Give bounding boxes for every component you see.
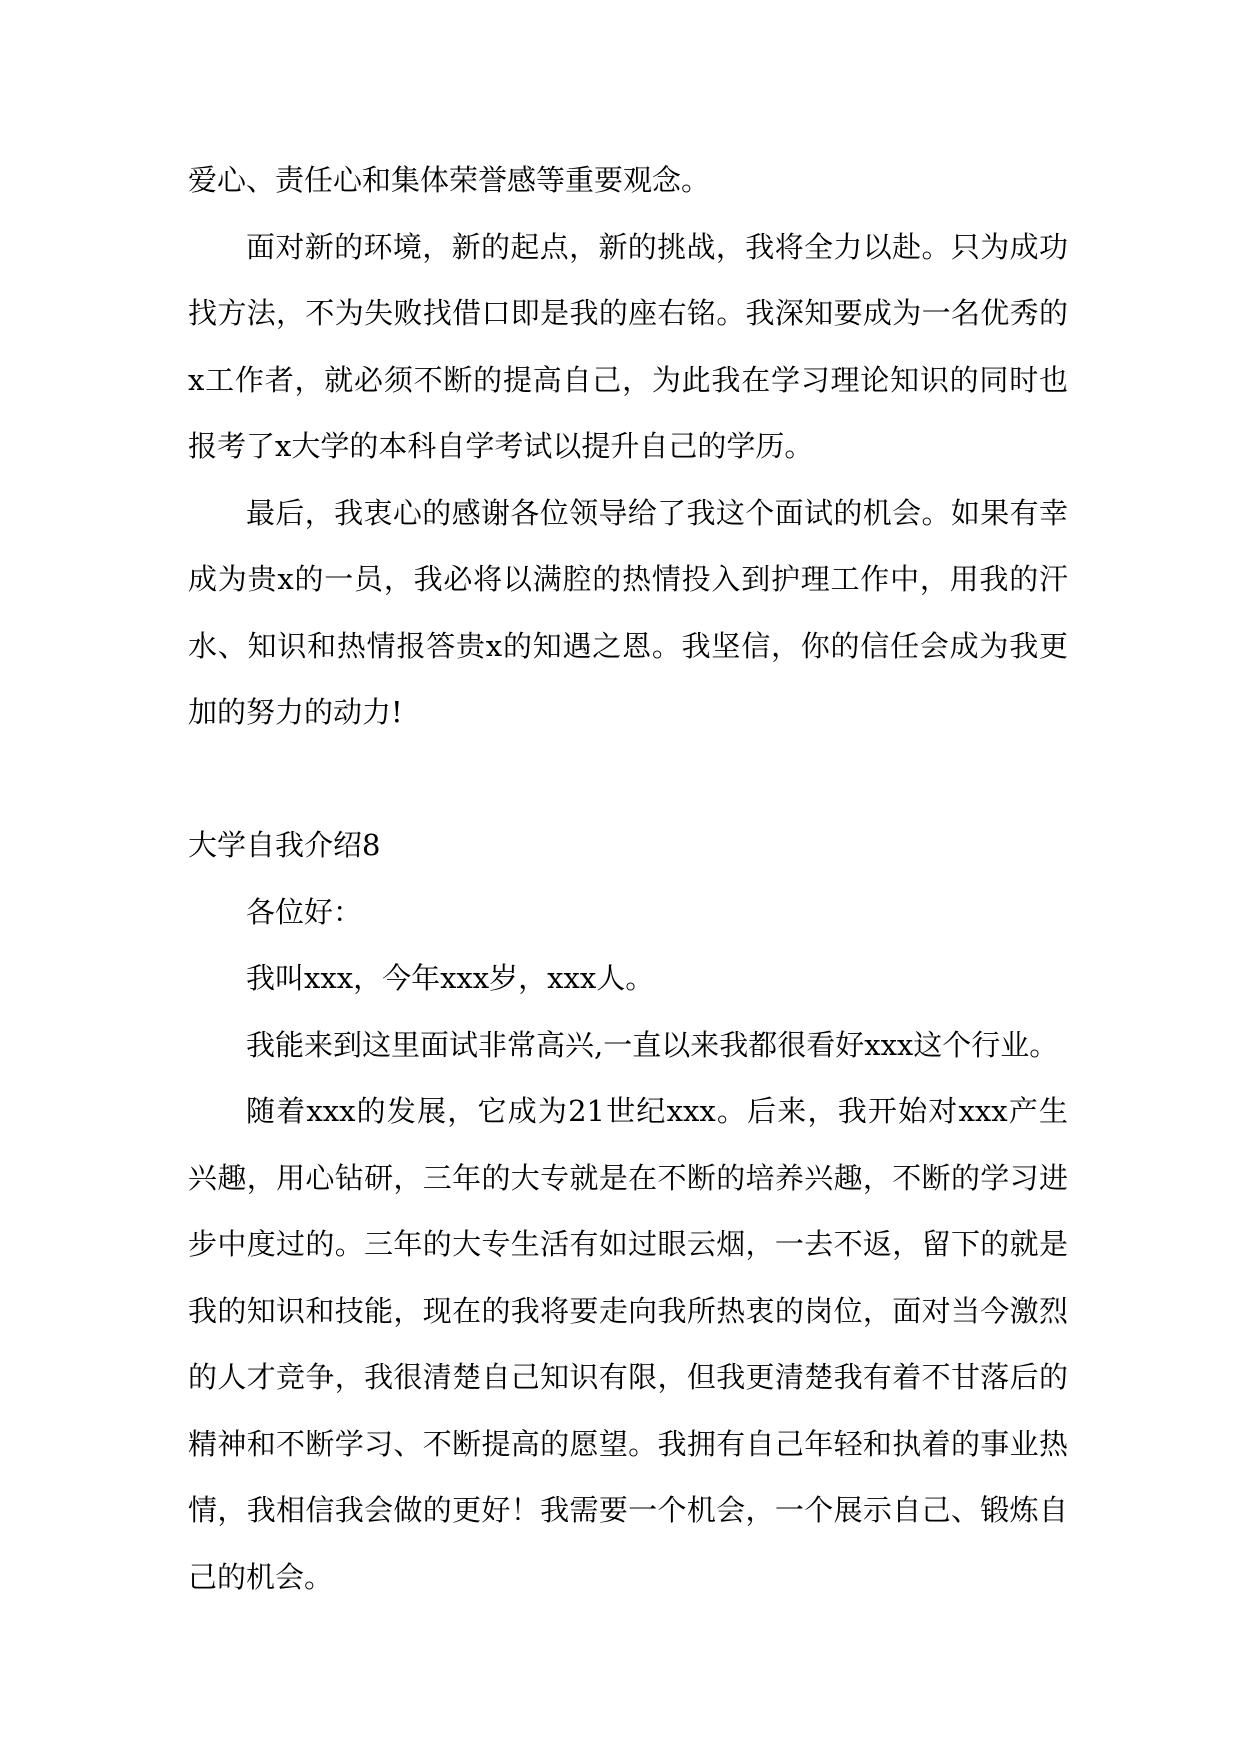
- paragraph-name-age: 我叫xxx，今年xxx岁，xxx人。: [246, 961, 655, 995]
- document-body: [188, 147, 1068, 1610]
- paragraph-new-environment: 面对新的环境，新的起点，新的挑战，我将全力以赴。只为成功找方法，不为失败找借口即是我的座右铭。我深知要成为一名优秀的x工作者，就必须不断的提高自己，为此我在学习理论知识的同时也报考了x大学的本科自学考试以提升自己的学历。: [188, 229, 1068, 463]
- paragraph-development: 随着xxx的发展，它成为21世纪xxx。后来，我开始对xxx产生兴趣，用心钻研，三年的大专就是在不断的培养兴趣，不断的学习进步中度过的。三年的大专生活有如过眼云烟，一去不返，留下的就是我的知识和技能，现在的我将要走向我所热衷的岗位，面对当今激烈的人才竞争，我很清楚自己知识有限，但我更清楚我有着不甘落后的精神和不断学习、不断提高的愿望。我拥有自己年轻和执着的事业热情，我相信我会做的更好！我需要一个机会，一个展示自己、锻炼自己的机会。: [188, 1094, 1068, 1594]
- section-heading: 大学自我介绍8: [188, 828, 381, 862]
- paragraph-closing-thanks: 最后，我衷心的感谢各位领导给了我这个面试的机会。如果有幸成为贵x的一员，我必将以满腔的热情投入到护理工作中，用我的汗水、知识和热情报答贵x的知遇之恩。我坚信，你的信任会成为我更加的努力的动力!: [188, 495, 1068, 729]
- paragraph-continuation: 爱心、责任心和集体荣誉感等重要观念。: [188, 163, 711, 197]
- paragraph-interview-happy: 我能来到这里面试非常高兴,一直以来我都很看好xxx这个行业。: [246, 1027, 1059, 1062]
- greeting-line: 各位好：: [246, 894, 363, 929]
